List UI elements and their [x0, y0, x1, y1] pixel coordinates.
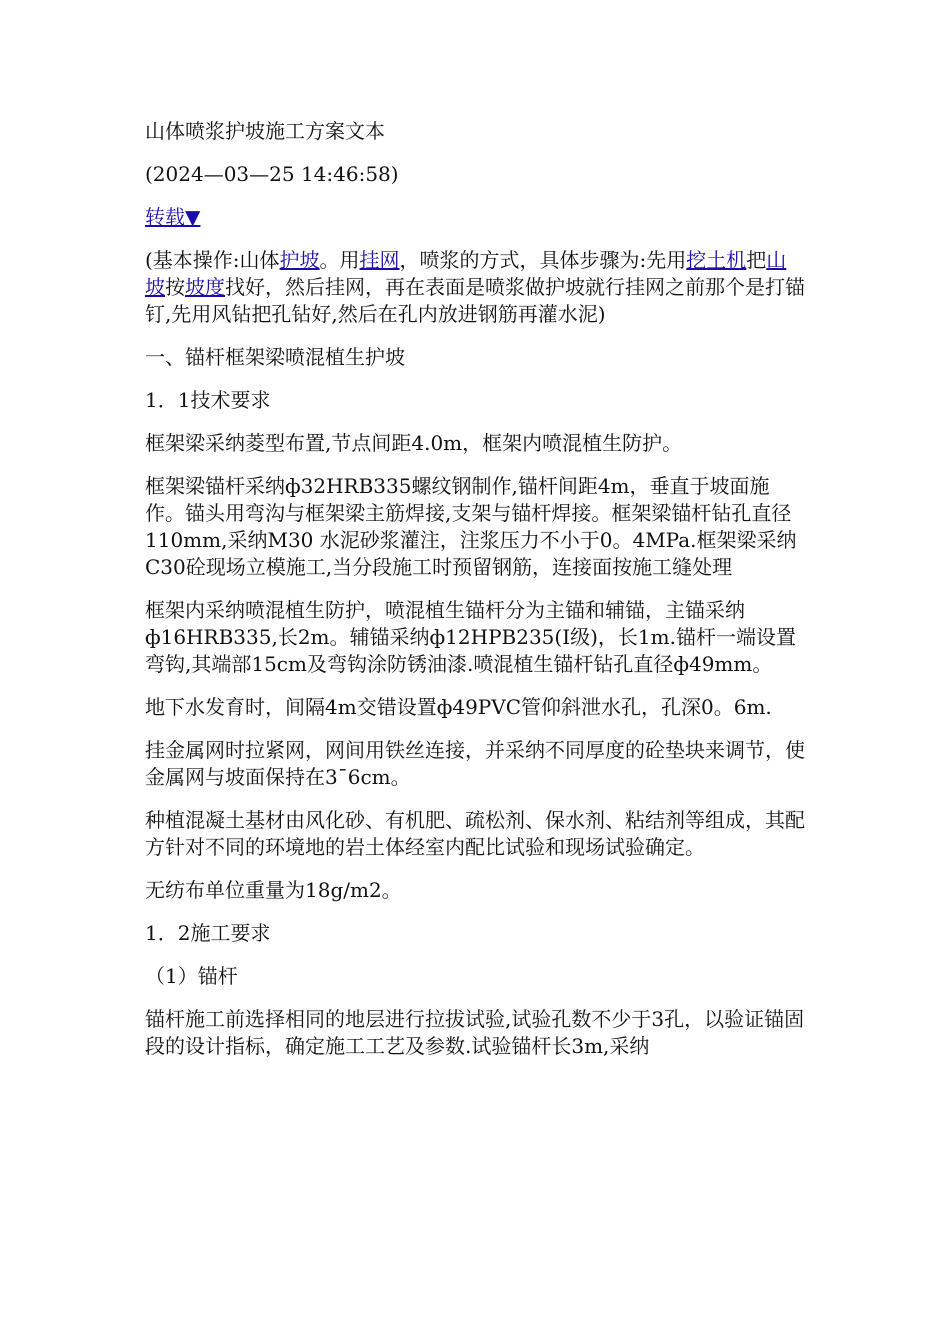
- body-paragraph: 框架梁采纳菱型布置,节点间距4.0m，框架内喷混植生防护。: [145, 431, 683, 455]
- body-paragraph: 框架梁锚杆采纳ф32HRB335螺纹钢制作,锚杆间距4m，垂直于坡面施作。锚头用弯沟与框架梁主筋焊接,支架与锚杆焊接。框架梁锚杆钻孔直径110mm,采纳M30 水泥砂浆灌注，注浆压力不小于0。4MPa.框架梁采纳C30砼现场立模施工,当分段施工时预留钢筋，连接面按施工缝处理: [145, 474, 797, 579]
- body-paragraph: 锚杆施工前选择相同的地层进行拉拔试验,试验孔数不少于3孔，以验证锚固段的设计指标，确定施工工艺及参数.试验锚杆长3m,采纳: [145, 1007, 805, 1058]
- link-guawang[interactable]: 挂网: [359, 248, 400, 272]
- repost-toggle[interactable]: [145, 204, 805, 231]
- link-watuji[interactable]: 挖土机: [686, 248, 747, 272]
- doc-title: 山体喷浆护坡施工方案文本: [145, 119, 385, 143]
- body-paragraph: 种植混凝土基材由风化砂、有机肥、疏松剂、保水剂、粘结剂等组成，其配方针对不同的环境地的岩土体经室内配比试验和现场试验确定。: [145, 808, 805, 859]
- link-podu[interactable]: 坡度: [185, 275, 225, 299]
- document-body: [145, 118, 805, 1076]
- repost-link[interactable]: 转载▼: [145, 205, 201, 229]
- body-paragraph: 挂金属网时拉紧网，网间用铁丝连接，并采纳不同厚度的砼垫块来调节，使金属网与坡面保持在3¯6cm。: [145, 738, 805, 789]
- link-shanpo[interactable]: 山坡: [145, 248, 787, 299]
- link-hupo[interactable]: 护坡: [279, 248, 320, 272]
- body-paragraph: 框架内采纳喷混植生防护，喷混植生锚杆分为主锚和辅锚，主锚采纳ф16HRB335,长2m。辅锚采纳ф12HPB235(I级)，长1m.锚杆一端设置弯钩,其端部15cm及弯钩涂防锈油漆.喷混植生锚杆钻孔直径ф49mm。: [145, 598, 796, 676]
- item-heading: （1）锚杆: [145, 964, 238, 988]
- body-paragraph: 地下水发育时，间隔4m交错设置ф49PVC管仰斜泄水孔，孔深0。6m.: [145, 695, 772, 719]
- subsection-heading: 1．2施工要求: [145, 921, 271, 945]
- section-heading: 一、锚杆框架梁喷混植生护坡: [145, 345, 405, 369]
- doc-timestamp: (2024—03—25 14:46:58): [145, 162, 399, 186]
- body-paragraph: 无纺布单位重量为18g/m2。: [145, 878, 402, 902]
- subsection-heading: 1．1技术要求: [145, 388, 271, 412]
- intro-paragraph: (基本操作:山体护坡。用挂网，喷浆的方式，具体步骤为:先用挖土机把山坡按坡度找好，然后挂网，再在表面是喷浆做护坡就行挂网之前那个是打锚钉,先用风钻把孔钻好,然后在孔内放进钢筋再灌水泥): [145, 248, 805, 326]
